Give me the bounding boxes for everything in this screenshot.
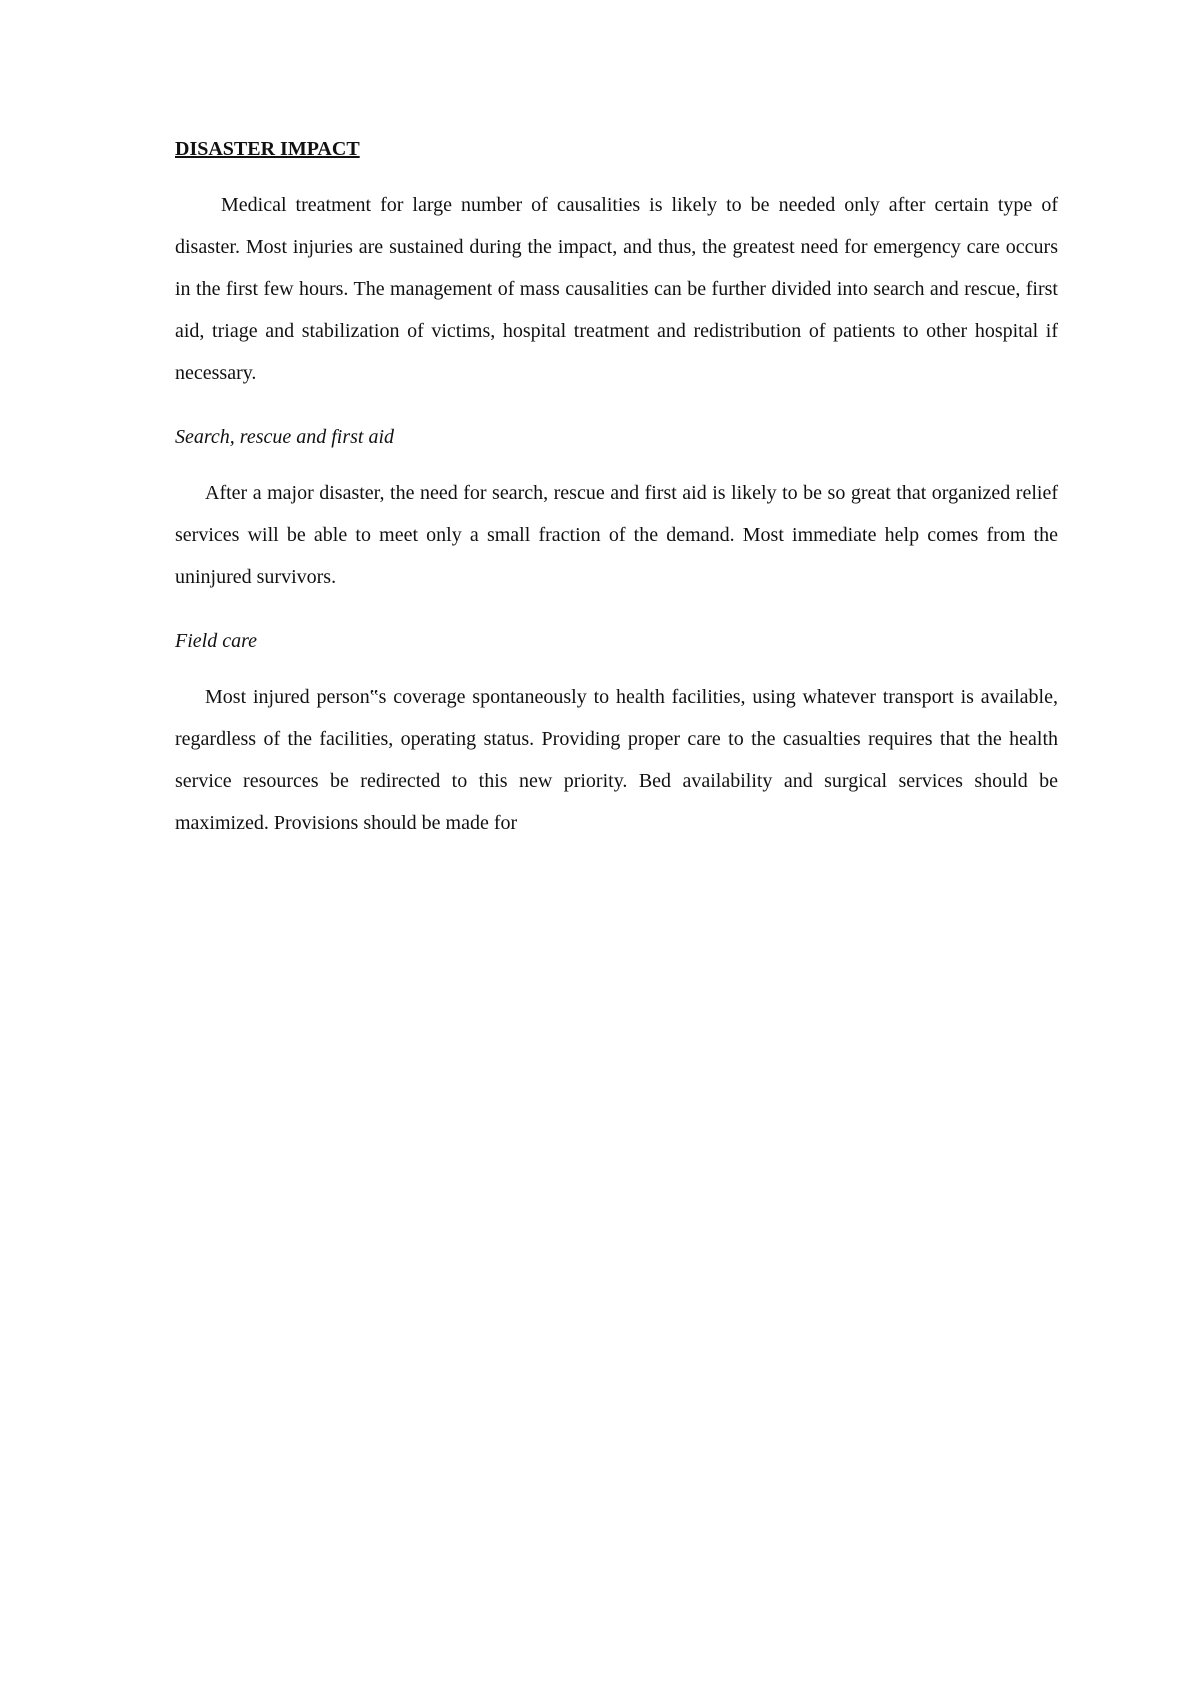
section-title-search-rescue: Search, rescue and first aid — [175, 426, 395, 448]
section-title-field-care: Field care — [175, 630, 258, 652]
document-heading: DISASTER IMPACT — [175, 138, 360, 160]
section-paragraph-search-rescue: After a major disaster, the need for search, rescue and first aid is likely to be so great that organized relief services will be able to meet only a small fraction of the demand. Most immediate help comes from the uninjured survivors. — [175, 482, 1058, 588]
document-body — [175, 136, 1058, 844]
intro-paragraph: Medical treatment for large number of causalities is likely to be needed only after certain type of disaster. Most injuries are sustained during the impact, and thus, the greatest need for emergency care occurs in the first few hours. The management of mass causalities can be further divided into search and rescue, first aid, triage and stabilization of victims, hospital treatment and redistribution of patients to other hospital if necessary. — [175, 194, 1058, 384]
section-paragraph-field-care: Most injured person‟s coverage spontaneously to health facilities, using whatever transport is available, regardless of the facilities, operating status. Providing proper care to the casualties requires that the health service resources be redirected to this new priority. Bed availability and surgical services should be maximized. Provisions should be made for — [175, 686, 1058, 834]
